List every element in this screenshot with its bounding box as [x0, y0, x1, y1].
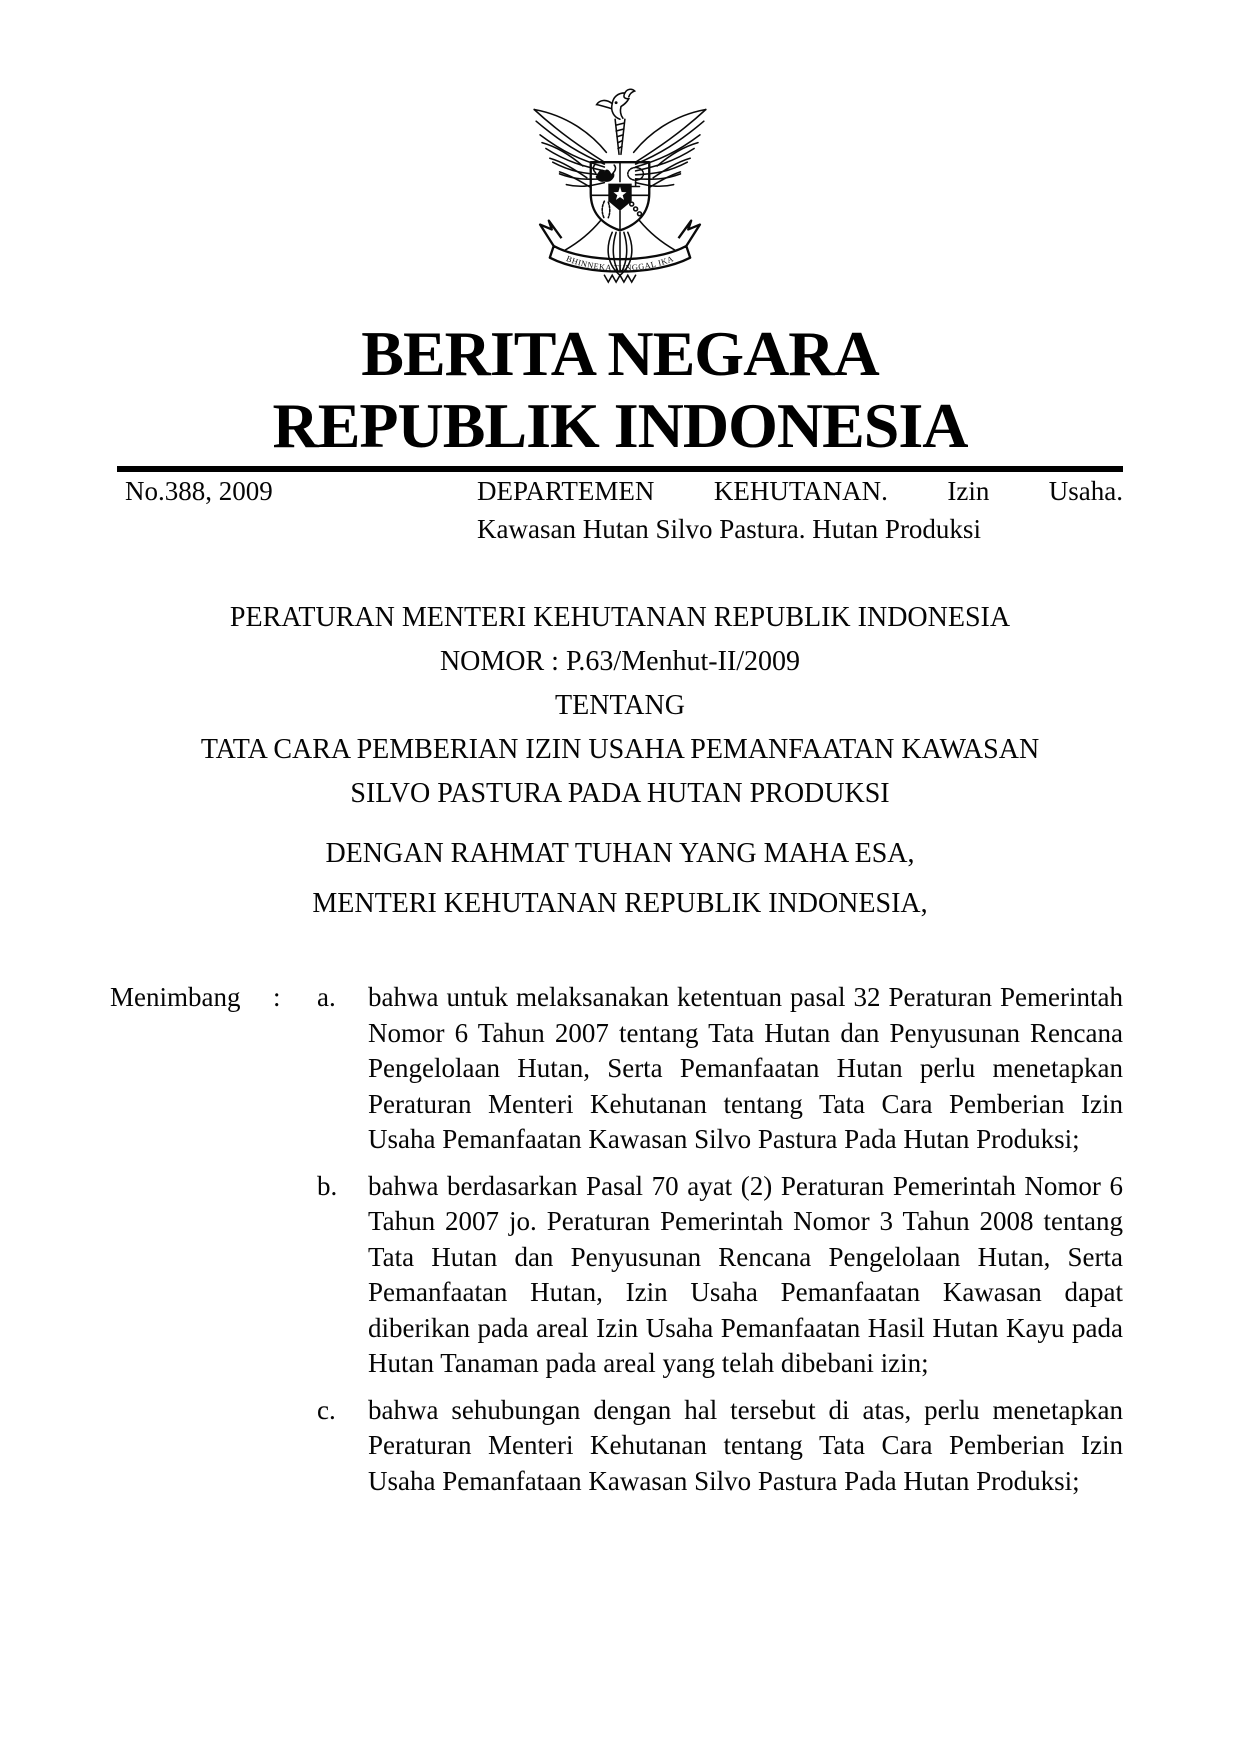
eagle-head-icon — [597, 89, 635, 119]
pancasila-shield-icon — [591, 162, 650, 230]
decree-tentang: TENTANG — [555, 690, 685, 721]
decree-number: NOMOR : P.63/Menhut-II/2009 — [439, 646, 801, 677]
item-text: bahwa sehubungan dengan hal tersebut di atas, perlu menetapkan Peraturan Menteri Kehutanan tentang Tata Cara Pemberian Izin Usaha Pemanfataan Kawasan Silvo Pastura Pada Hutan Produksi; — [368, 1394, 1123, 1496]
right-leg-icon — [640, 221, 675, 250]
item-text: bahwa berdasarkan Pasal 70 ayat (2) Peraturan Pemerintah Nomor 6 Tahun 2007 jo. Peraturan Pemerintah Nomor 3 Tahun 2008 tentang Tata Hutan dan Penyusunan Rencana Pengelolaan Hutan, Serta Pemanfaatan Hutan, Izin Usaha Pemanfaatan Kawasan dapat diberikan pada areal Izin Usaha Pemanfaatan Hasil Hutan Kayu pada Hutan Tanaman pada areal yang telah dibebani izin; — [368, 1170, 1123, 1378]
gazette-subject-line1: DEPARTEMEN KEHUTANAN. Izin Usaha. — [477, 476, 1123, 506]
garuda-pancasila-emblem — [523, 84, 718, 291]
item-letter: c. — [317, 1394, 336, 1425]
decree-heading-block — [0, 596, 1240, 926]
item-text: bahwa untuk melaksanakan ketentuan pasal 32 Peraturan Pemerintah Nomor 6 Tahun 2007 tentang Tata Hutan dan Penyusunan Rencana Pengelolaan Hutan, Serta Pemanfaatan Hutan perlu menetapkan Peraturan Menteri Kehutanan tentang Tata Cara Pemberian Izin Usaha Pemanfaatan Kawasan Silvo Pastura Pada Hutan Produksi; — [368, 982, 1123, 1154]
decree-subject-line1: TATA CARA PEMBERIAN IZIN USAHA PEMANFAATAN KAWASAN — [200, 734, 1040, 765]
gazette-subject — [477, 472, 1123, 548]
gazette-subject-line2: Kawasan Hutan Silvo Pastura. Hutan Produksi — [477, 514, 981, 544]
item-letter: b. — [317, 1170, 338, 1201]
considerations-label: Menimbang — [110, 982, 241, 1012]
left-leg-icon — [565, 221, 600, 250]
masthead-title-line1: BERITA NEGARA — [361, 318, 879, 389]
decree-authority: MENTERI KEHUTANAN REPUBLIK INDONESIA, — [312, 888, 928, 919]
left-wing-icon — [534, 110, 606, 188]
gazette-number: No.388, 2009 — [125, 476, 273, 506]
considerations-colon: : — [273, 982, 281, 1012]
masthead-title — [0, 318, 1240, 462]
considerations-section — [110, 980, 1123, 1510]
right-wing-icon — [634, 110, 706, 188]
considerations-items — [317, 980, 1123, 1510]
tail-feathers-icon — [604, 232, 635, 282]
motto-text: BHINNEKA TUNGGAL IKA — [564, 254, 676, 273]
consideration-item — [317, 980, 1123, 1158]
consideration-item — [317, 1169, 1123, 1382]
neck-feathers-icon — [615, 119, 625, 154]
decree-subject-line2: SILVO PASTURA PADA HUTAN PRODUKSI — [350, 778, 890, 809]
gazette-header-row — [125, 472, 1123, 548]
item-letter: a. — [317, 982, 336, 1012]
decree-invocation: DENGAN RAHMAT TUHAN YANG MAHA ESA, — [325, 838, 915, 869]
masthead-title-line2: REPUBLIK INDONESIA — [272, 390, 968, 461]
decree-title: PERATURAN MENTERI KEHUTANAN REPUBLIK INDONESIA — [229, 602, 1011, 633]
consideration-item — [317, 1393, 1123, 1500]
